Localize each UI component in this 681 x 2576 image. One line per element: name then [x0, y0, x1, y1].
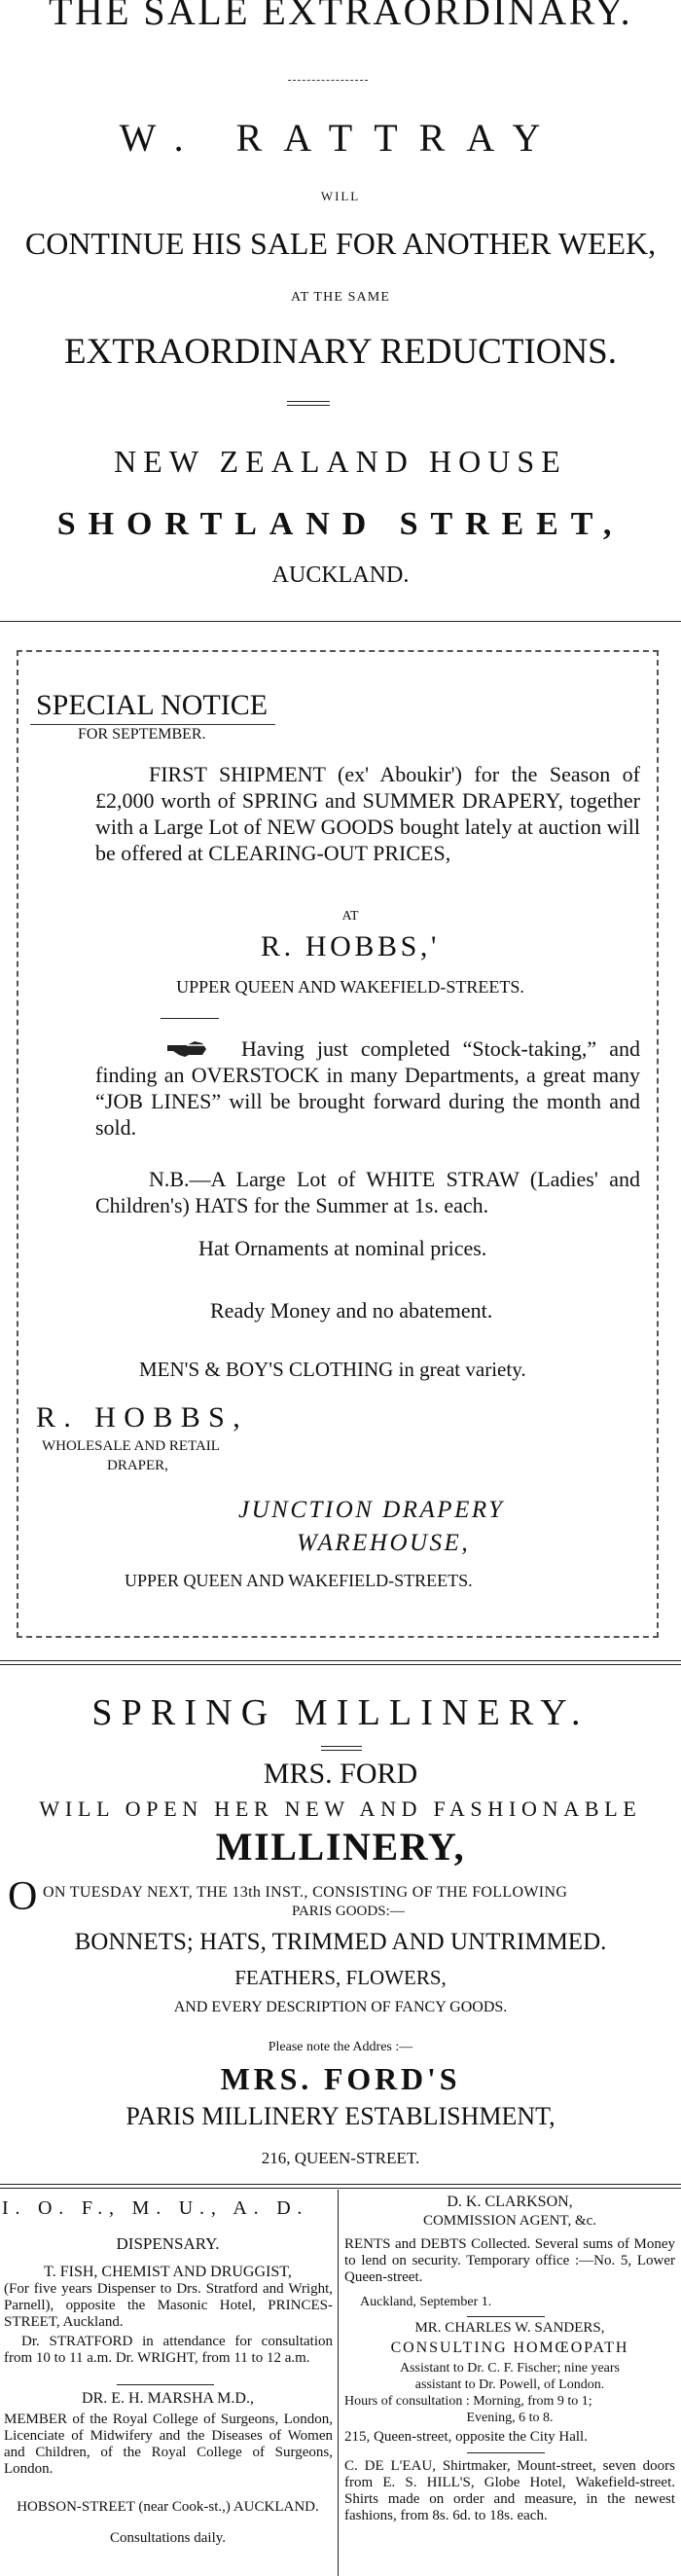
fish-body: (For five years Dispenser to Drs. Stratford and Wright, Parnell), opposite the Masonic Hotel, PRINCES-STREET, Auckland. [4, 2281, 333, 2330]
feathers-line: FEATHERS, FLOWERS, [234, 1966, 447, 1989]
clarkson-heading: D. K. CLARKSON, [447, 2194, 573, 2210]
auckland-label: AUCKLAND. [271, 562, 410, 588]
hobbs-address: UPPER QUEEN AND WAKEFIELD-STREETS. [176, 977, 524, 997]
fish-body-2: Dr. STRATFORD in attendance for consultation from 10 to 11 a.m. Dr. WRIGHT, from 11 to 12 a.m. [4, 2334, 333, 2366]
shipment-paragraph: FIRST SHIPMENT (ex' Aboukir') for the Season of £2,000 worth of SPRING and SUMMER DRAPERY, together with a Large Lot of NEW GOODS bought lately at auction will be offered at CLEARING-OUT PRICES, [95, 762, 640, 865]
headline-sale: THE SALE EXTRAORDINARY. [48, 0, 633, 33]
divider [287, 401, 330, 402]
mrs-fords: MRS. FORD'S [220, 2061, 461, 2096]
hobson-street: HOBSON-STREET (near Cook-st.,) AUCKLAND. [17, 2499, 319, 2515]
divider [161, 1018, 219, 1019]
rents-date: Auckland, September 1. [360, 2295, 492, 2309]
signature-hobbs: R. HOBBS, [36, 1401, 249, 1433]
at-label: AT [341, 909, 359, 924]
queen-street-address: 216, QUEEN-STREET. [261, 2149, 420, 2167]
commission-agent: COMMISSION AGENT, &c. [422, 2213, 597, 2229]
dispensary-label: DISPENSARY. [116, 2234, 220, 2253]
divider [288, 80, 368, 81]
signature-wholesale: WHOLESALE AND RETAIL [42, 1438, 220, 1454]
hat-ornaments: Hat Ornaments at nominal prices. [198, 1236, 487, 1260]
for-september: FOR SEPTEMBER. [78, 726, 206, 743]
junction-address: UPPER QUEEN AND WAKEFIELD-STREETS. [125, 1571, 473, 1590]
section-rule [0, 2184, 681, 2185]
rattray-name: W. RATTRAY [119, 116, 562, 160]
assistant-line-2: assistant to Dr. Powell, of London. [414, 2377, 605, 2392]
special-notice: SPECIAL NOTICE [36, 689, 269, 721]
will-label: WILL [320, 189, 361, 203]
drop-cap-o: O [8, 1874, 38, 1919]
divider [117, 2384, 214, 2385]
reductions-line: EXTRAORDINARY REDUCTIONS. [63, 332, 618, 372]
note-address: Please note the Addres :— [268, 2040, 413, 2054]
marsha-heading: DR. E. H. MARSHA M.D., [82, 2390, 254, 2407]
divider [321, 1750, 362, 1751]
shortland-street: SHORTLAND STREET, [56, 506, 625, 542]
divider [30, 724, 275, 725]
junction-drapery: JUNCTION DRAPERY [238, 1497, 505, 1523]
ready-money: Ready Money and no abatement. [210, 1298, 493, 1323]
hobbs-name: R. HOBBS,' [261, 930, 440, 962]
evening-hours: Evening, 6 to 8. [466, 2411, 554, 2425]
rents-body: RENTS and DEBTS Collected. Several sums of Money to lend on security. Temporary office :—No. 5, Lower Queen-street. [344, 2236, 675, 2285]
section-rule [0, 1660, 681, 1661]
section-rule [0, 621, 681, 622]
section-rule [0, 2188, 681, 2189]
mens-clothing: MEN'S & BOY'S CLOTHING in great variety. [139, 1358, 526, 1381]
divider [467, 2452, 545, 2453]
signature-draper: DRAPER, [107, 1458, 168, 1473]
every-description: AND EVERY DESCRIPTION OF FANCY GOODS. [173, 1999, 508, 2015]
column-divider [338, 2190, 339, 2576]
spring-millinery-title: SPRING MILLINERY. [91, 1692, 590, 1733]
ioof-heading: I. O. F., M. U., A. D. [2, 2197, 309, 2219]
at-same-label: AT THE SAME [290, 290, 391, 305]
divider [321, 1746, 362, 1747]
paris-millinery-establishment: PARIS MILLINERY ESTABLISHMENT, [125, 2102, 556, 2130]
divider [467, 2316, 545, 2317]
junction-warehouse: WAREHOUSE, [297, 1530, 471, 1556]
consultations-daily: Consultations daily. [109, 2530, 227, 2546]
assistant-line-1: Assistant to Dr. C. F. Fischer; nine years [400, 2361, 620, 2376]
mrs-ford: MRS. FORD [263, 1758, 418, 1790]
consulting-homoeopath: CONSULTING HOMŒOPATH [390, 2340, 629, 2356]
divider [287, 405, 330, 406]
sanders-heading: MR. CHARLES W. SANDERS, [414, 2320, 605, 2336]
paris-goods: PARIS GOODS:— [292, 1904, 405, 1919]
on-tuesday-line: ON TUESDAY NEXT, THE 13th INST., CONSISTING OF THE FOLLOWING [43, 1884, 568, 1901]
bonnets-line: BONNETS; HATS, TRIMMED AND UNTRIMMED. [74, 1929, 607, 1955]
section-rule [0, 1664, 681, 1665]
new-zealand-house: NEW ZEALAND HOUSE [114, 444, 567, 479]
will-open-line: WILL OPEN HER NEW AND FASHIONABLE [39, 1796, 642, 1821]
queen-street-homoeopath: 215, Queen-street, opposite the City Hall. [344, 2429, 588, 2445]
white-straw-paragraph: N.B.—A Large Lot of WHITE STRAW (Ladies' and Children's) HATS for the Summer at 1s. each. [95, 1167, 640, 1217]
de-leau-body: C. DE L'EAU, Shirtmaker, Mount-street, seven doors from E. S. HILL'S, Globe Hotel, Wakefield-street. Shirts made on order and measure, in the newest fashions, from 8s. 6d. to 18s. each. [344, 2458, 675, 2523]
millinery-heading: MILLINERY, [215, 1825, 466, 1869]
continue-line: CONTINUE HIS SALE FOR ANOTHER WEEK, [24, 226, 657, 261]
hours-consultation: Hours of consultation : Morning, from 9 to 1; [344, 2394, 592, 2409]
marsha-body: MEMBER of the Royal College of Surgeons, London, Licenciate of Midwifery and the Diseases of Women and Children, of the Royal College of Surgeons, London. [4, 2412, 333, 2477]
fish-chemist: T. FISH, CHEMIST AND DRUGGIST, [44, 2264, 292, 2280]
stocktaking-paragraph: Having just completed “Stock-taking,” and finding an OVERSTOCK in many Departments, a great many “JOB LINES” will be brought forward during the month and sold. [95, 1036, 640, 1140]
